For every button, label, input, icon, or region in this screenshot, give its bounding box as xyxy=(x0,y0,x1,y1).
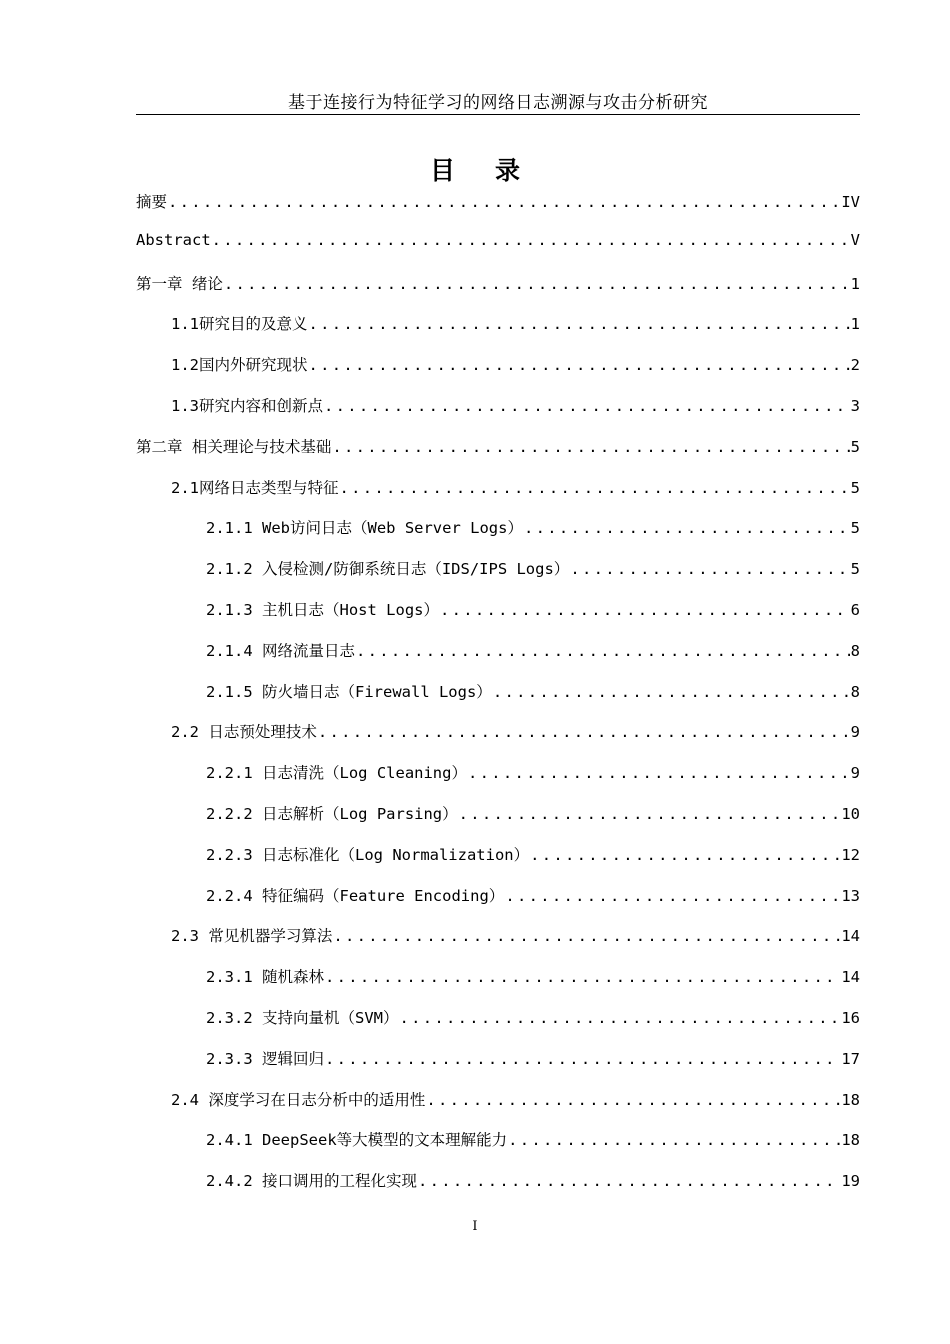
toc-entry-page: 13 xyxy=(841,886,860,905)
toc-entry-page: 6 xyxy=(850,600,860,619)
toc-entry[interactable] xyxy=(136,554,860,595)
header-rule xyxy=(136,114,860,115)
toc-entry-page: 5 xyxy=(850,437,860,456)
toc-entry-label: 1.2国内外研究现状 xyxy=(171,356,308,375)
toc-entry-label: 2.3.1 随机森林 xyxy=(206,968,324,987)
toc-entry-label: 第一章 绪论 xyxy=(136,274,223,293)
toc-entry-page: 5 xyxy=(850,478,860,497)
toc-entry-label: 第二章 相关理论与技术基础 xyxy=(136,437,332,456)
toc-dot-leader xyxy=(309,315,850,333)
toc-entry-page: 14 xyxy=(841,927,860,946)
toc-entry[interactable] xyxy=(136,1085,860,1126)
toc-entry-label: 2.3.2 支持向量机（SVM） xyxy=(206,1008,399,1027)
toc-dot-leader xyxy=(325,968,840,986)
toc-entry-label: 摘要 xyxy=(136,193,168,211)
toc-entry-label: 2.4.2 接口调用的工程化实现 xyxy=(206,1172,417,1191)
toc-entry[interactable] xyxy=(136,840,860,881)
toc-entry-page: 18 xyxy=(841,1090,860,1109)
toc-entry-label: 2.4.1 DeepSeek等大模型的文本理解能力 xyxy=(206,1131,508,1150)
toc-entry-label: 1.1研究目的及意义 xyxy=(171,315,308,334)
toc-entry-page: V xyxy=(850,230,860,249)
toc-entry[interactable] xyxy=(136,636,860,677)
toc-dot-leader xyxy=(530,846,840,864)
toc-entry[interactable] xyxy=(136,269,860,310)
toc-entry-page: 9 xyxy=(850,764,860,783)
toc-entry-page: 17 xyxy=(841,1049,860,1068)
toc-entry-page: 10 xyxy=(841,804,860,823)
toc-entry[interactable] xyxy=(136,1125,860,1166)
toc-entry-page: 5 xyxy=(850,519,860,538)
toc-dot-leader xyxy=(440,601,850,619)
toc-entry-label: 2.1.3 主机日志（Host Logs） xyxy=(206,600,439,619)
toc-dot-leader xyxy=(224,275,850,293)
toc-dot-leader xyxy=(524,519,850,537)
toc-dot-leader xyxy=(212,231,850,249)
toc-dot-leader xyxy=(332,438,849,456)
toc-entry[interactable] xyxy=(136,921,860,962)
toc-entry[interactable] xyxy=(136,513,860,554)
toc-entry-page: IV xyxy=(841,193,860,211)
toc-entry[interactable] xyxy=(136,799,860,840)
toc-entry-page: 8 xyxy=(850,641,860,660)
toc-dot-leader xyxy=(400,1009,841,1027)
table-of-contents xyxy=(136,187,860,1207)
toc-entry[interactable] xyxy=(136,432,860,473)
toc-entry[interactable] xyxy=(136,1003,860,1044)
toc-entry-page: 19 xyxy=(841,1172,860,1191)
toc-entry-label: 2.2.2 日志解析（Log Parsing） xyxy=(206,804,458,823)
toc-entry[interactable] xyxy=(136,187,860,228)
toc-entry[interactable] xyxy=(136,717,860,758)
toc-title: 目录 xyxy=(429,156,560,185)
toc-entry-label: 2.1.2 入侵检测/防御系统日志（IDS/IPS Logs） xyxy=(206,560,570,579)
toc-dot-leader xyxy=(505,887,840,905)
toc-dot-leader xyxy=(309,356,850,374)
toc-dot-leader xyxy=(418,1172,840,1190)
toc-dot-leader xyxy=(426,1091,840,1109)
toc-entry-page: 1 xyxy=(850,315,860,334)
page-number: I xyxy=(472,1219,478,1234)
toc-entry[interactable] xyxy=(136,350,860,391)
toc-dot-leader xyxy=(356,642,850,660)
toc-dot-leader xyxy=(459,805,841,823)
toc-entry-page: 5 xyxy=(850,560,860,579)
toc-entry-page: 1 xyxy=(850,274,860,293)
toc-entry-label: 2.1.5 防火墙日志（Firewall Logs） xyxy=(206,682,492,701)
toc-entry[interactable] xyxy=(136,391,860,432)
toc-entry-label: Abstract xyxy=(136,230,211,249)
toc-entry-page: 3 xyxy=(850,396,860,415)
toc-entry[interactable] xyxy=(136,758,860,799)
toc-entry[interactable] xyxy=(136,309,860,350)
toc-entry-label: 2.1网络日志类型与特征 xyxy=(171,478,339,497)
toc-entry[interactable] xyxy=(136,228,860,269)
toc-entry-page: 18 xyxy=(841,1131,860,1150)
toc-entry-label: 2.2 日志预处理技术 xyxy=(171,723,317,742)
toc-entry-page: 8 xyxy=(850,682,860,701)
toc-entry[interactable] xyxy=(136,1044,860,1085)
toc-dot-leader xyxy=(508,1131,840,1149)
toc-dot-leader xyxy=(333,927,840,945)
toc-entry[interactable] xyxy=(136,595,860,636)
toc-dot-leader xyxy=(325,1050,840,1068)
toc-entry-page: 9 xyxy=(850,723,860,742)
toc-entry-page: 16 xyxy=(841,1008,860,1027)
toc-entry-label: 2.3 常见机器学习算法 xyxy=(171,927,333,946)
toc-entry[interactable] xyxy=(136,962,860,1003)
toc-entry-label: 2.2.1 日志清洗（Log Cleaning） xyxy=(206,764,467,783)
running-header: 基于连接行为特征学习的网络日志溯源与攻击分析研究 xyxy=(288,93,708,113)
toc-entry-label: 2.4 深度学习在日志分析中的适用性 xyxy=(171,1090,426,1109)
toc-entry-label: 2.1.1 Web访问日志（Web Server Logs） xyxy=(206,519,523,538)
toc-dot-leader xyxy=(318,723,850,741)
toc-entry-label: 2.2.4 特征编码（Feature Encoding） xyxy=(206,886,505,905)
toc-dot-leader xyxy=(324,397,850,415)
toc-dot-leader xyxy=(168,193,840,211)
toc-entry-label: 1.3研究内容和创新点 xyxy=(171,396,323,415)
toc-entry[interactable] xyxy=(136,677,860,718)
toc-dot-leader xyxy=(340,479,850,497)
toc-entry[interactable] xyxy=(136,1166,860,1207)
toc-entry[interactable] xyxy=(136,881,860,922)
toc-entry-label: 2.3.3 逻辑回归 xyxy=(206,1049,324,1068)
toc-entry-page: 2 xyxy=(850,356,860,375)
toc-entry-label: 2.2.3 日志标准化（Log Normalization） xyxy=(206,845,530,864)
toc-entry-page: 12 xyxy=(841,845,860,864)
toc-dot-leader xyxy=(468,764,850,782)
toc-dot-leader xyxy=(493,683,850,701)
toc-entry-label: 2.1.4 网络流量日志 xyxy=(206,641,355,660)
toc-dot-leader xyxy=(570,560,849,578)
toc-entry-page: 14 xyxy=(841,968,860,987)
toc-entry[interactable] xyxy=(136,473,860,514)
